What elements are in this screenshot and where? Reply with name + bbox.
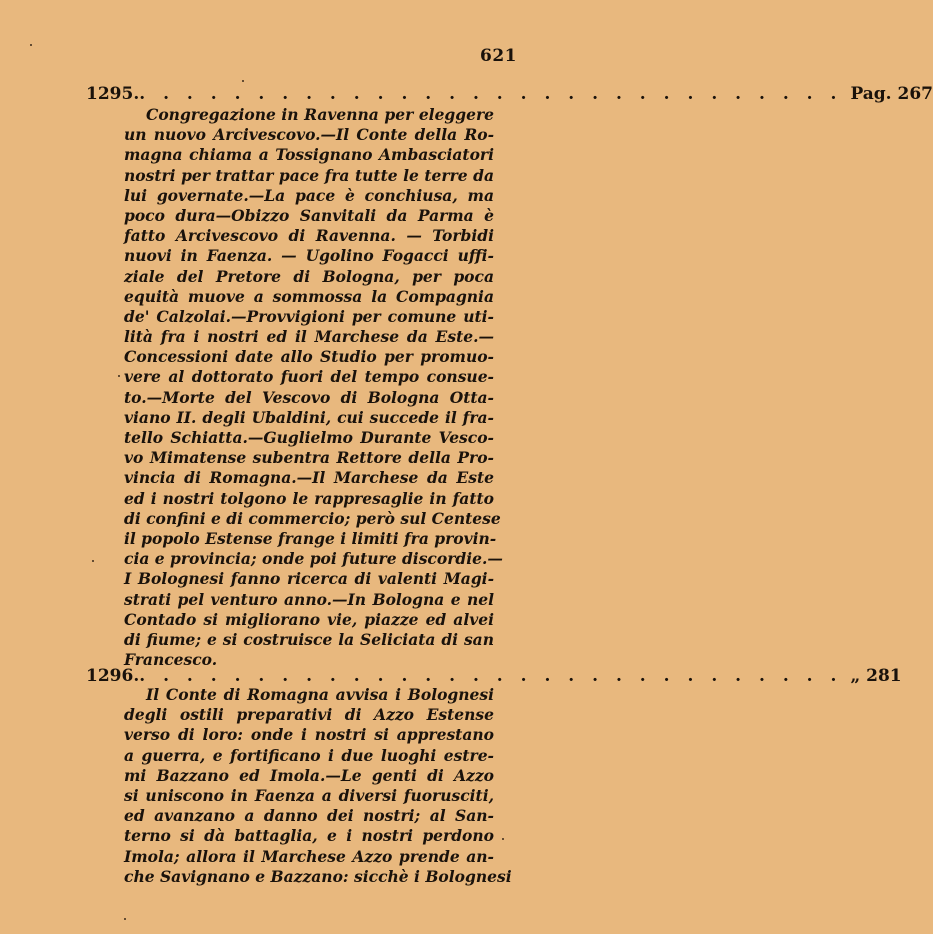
text-line: Concessioni date allo Studio per promuo- [124,347,494,367]
text-line: viano II. degli Ubaldini, cui succede il fra- [124,407,494,427]
text-line: degli ostili preparativi di Azzo Estense [124,705,494,725]
entry-page-ref: Pag. 267 [850,84,933,104]
text-line: to.—Morte del Vescovo di Bologna Otta- [124,387,494,407]
paper-speck [124,918,126,920]
text-line: si uniscono in Faenza a diversi fuorusciti, [124,785,494,805]
entry-year: 1296. [86,666,140,686]
text-line: fatto Arcivescovo di Ravenna. — Torbidi [124,226,494,246]
text-line: di fiume; e si costruisce la Seliciata di san [124,629,494,649]
text-line: ziale del Pretore di Bologna, per poca [124,266,494,286]
text-line: vo Mimatense subentra Rettore della Pro- [124,448,494,468]
text-line: ed avanzano a danno dei nostri; al San- [124,806,494,826]
paper-speck [242,80,244,82]
entry-heading-1295 [86,82,933,106]
text-line: di confini e di commercio; però sul Centese [124,508,501,528]
text-line: magna chiama a Tossignano Ambasciatori [124,145,494,165]
text-line: Il Conte di Romagna avvisa i Bolognesi [146,685,494,704]
text-line: che Savignano e Bazzano: sicchè i Bolognesi [124,866,512,886]
text-line: strati pel venturo anno.—In Bologna e nel [124,589,494,609]
text-line: il popolo Estense frange i limiti fra provin- [124,528,497,548]
text-line: vincia di Romagna.—Il Marchese da Este [124,468,494,488]
text-line: Francesco. [124,650,218,670]
paper-speck [92,560,94,562]
text-line: mi Bazzano ed Imola.—Le genti di Azzo [124,765,494,785]
text-line: terno si dà battaglia, e i nostri perdono [124,826,494,846]
dot-leader: . . . . . . . . . . . . . . . . . . . . . . . . . . . . . . [139,666,843,686]
text-line: Contado si migliorano vie, piazze ed alvei [124,609,494,629]
text-line: lità fra i nostri ed il Marchese da Este.— [124,327,494,347]
entry-year: 1295. [86,84,140,104]
text-line: Congregazione in Ravenna per eleggere [146,105,494,124]
page-number: 621 [480,46,517,66]
text-line: cia e provincia; onde poi future discordie.— [124,549,503,569]
text-line: lui governate.—La pace è conchiusa, ma [124,185,494,205]
entry-text-1296 [124,685,512,887]
text-line: tello Schiatta.—Guglielmo Durante Vesco- [124,428,494,447]
text-line: nostri per trattar pace fra tutte le terre da [124,165,494,185]
text-line: nuovi in Faenza. — Ugolino Fogacci uffi- [124,246,494,266]
text-line: vere al dottorato fuori del tempo consue- [124,367,494,387]
text-line: a guerra, e fortificano i due luoghi estre- [124,745,494,765]
text-line: Imola; allora il Marchese Azzo prende an- [124,846,494,866]
paper-speck [118,375,120,377]
entry-text-1295 [124,105,503,670]
text-line: equità muove a sommossa la Compagnia [124,286,494,306]
dot-leader: . . . . . . . . . . . . . . . . . . . . . . . . . . . . . . [139,84,843,104]
entry-page-ref: „ 281 [850,666,902,686]
paper-speck [30,44,32,46]
text-line: un nuovo Arcivescovo.—Il Conte della Ro- [124,125,494,145]
text-line: I Bolognesi fanno ricerca di valenti Magi- [124,569,494,589]
text-line: poco dura—Obizzo Sanvitali da Parma è [124,205,494,225]
paper-speck [502,838,504,840]
text-line: de' Calzolai.—Provvigioni per comune uti- [124,306,494,326]
text-line: verso di loro: onde i nostri si apprestano [124,725,494,745]
text-line: ed i nostri tolgono le rappresaglie in fatto [124,488,494,508]
